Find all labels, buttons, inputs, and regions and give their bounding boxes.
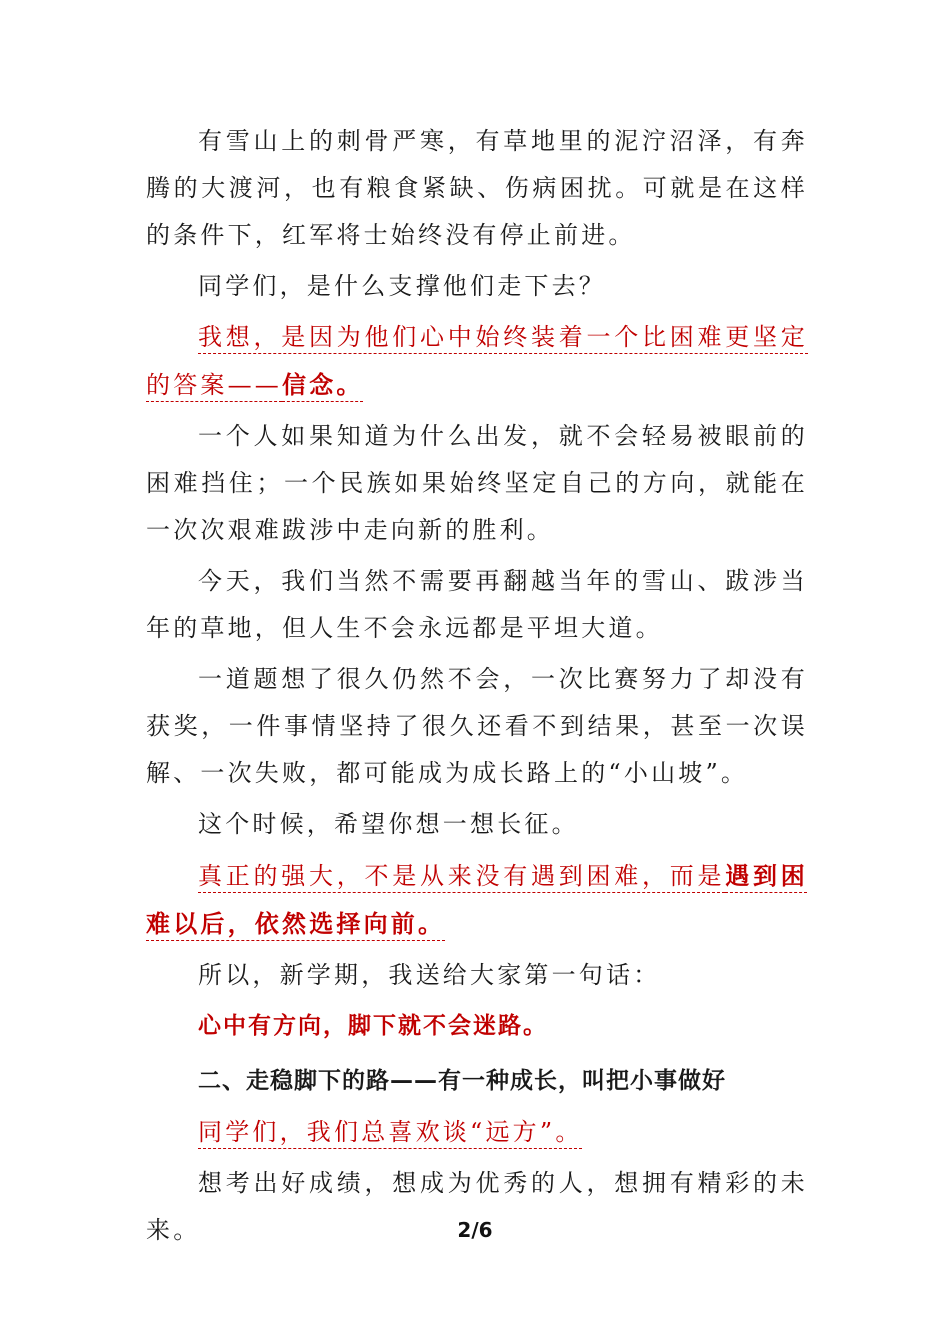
strength-emphasis: 遇到困难以后，依然选择向前。 xyxy=(146,861,808,938)
section-heading: 二、走稳脚下的路——有一种成长，叫把小事做好 xyxy=(198,1068,726,1094)
paragraph-question: 同学们，是什么支撑他们走下去？ xyxy=(198,272,606,300)
distance-text: 同学们，我们总喜欢谈“远方”。 xyxy=(198,1118,583,1146)
belief-text: 我想，是因为他们心中始终装着一个比困难更坚定的答案—— xyxy=(146,323,808,399)
paragraph-small-hills: 一道题想了很久仍然不会，一次比赛努力了却没有获奖，一件事情坚持了很久还看不到结果，甚至一次误解、一次失败，都可能成为成长路上的“小山坡”。 xyxy=(146,665,808,787)
paragraph-belief xyxy=(146,314,808,409)
page-number: 2/6 xyxy=(457,1218,493,1242)
paragraph-strength xyxy=(146,852,808,948)
motto-direction: 心中有方向，脚下就不会迷路。 xyxy=(198,1013,548,1039)
strength-text: 真正的强大，不是从来没有遇到困难，而是 xyxy=(198,862,726,890)
paragraph-hardships: 有雪山上的刺骨严寒，有草地里的泥泞沼泽，有奔腾的大渡河，也有粮食紧缺、伤病困扰。可就是在这样的条件下，红军将士始终没有停止前进。 xyxy=(146,127,808,249)
belief-emphasis: 信念。 xyxy=(282,370,364,399)
paragraph-long-march: 这个时候，希望你想一想长征。 xyxy=(198,810,579,838)
document-body xyxy=(146,118,808,1258)
paragraph-distance xyxy=(146,1109,808,1156)
paragraph-nation: 一个人如果知道为什么出发，就不会轻易被眼前的困难挡住；一个民族如果始终坚定自己的方向，就能在一次次艰难跋涉中走向新的胜利。 xyxy=(146,422,808,544)
paragraph-today: 今天，我们当然不需要再翻越当年的雪山、跋涉当年的草地，但人生不会永远都是平坦大道。 xyxy=(146,567,808,642)
paragraph-wishes: 想考出好成绩，想成为优秀的人，想拥有精彩的未来。 xyxy=(146,1169,808,1244)
paragraph-first-sentence: 所以，新学期，我送给大家第一句话： xyxy=(198,961,661,989)
